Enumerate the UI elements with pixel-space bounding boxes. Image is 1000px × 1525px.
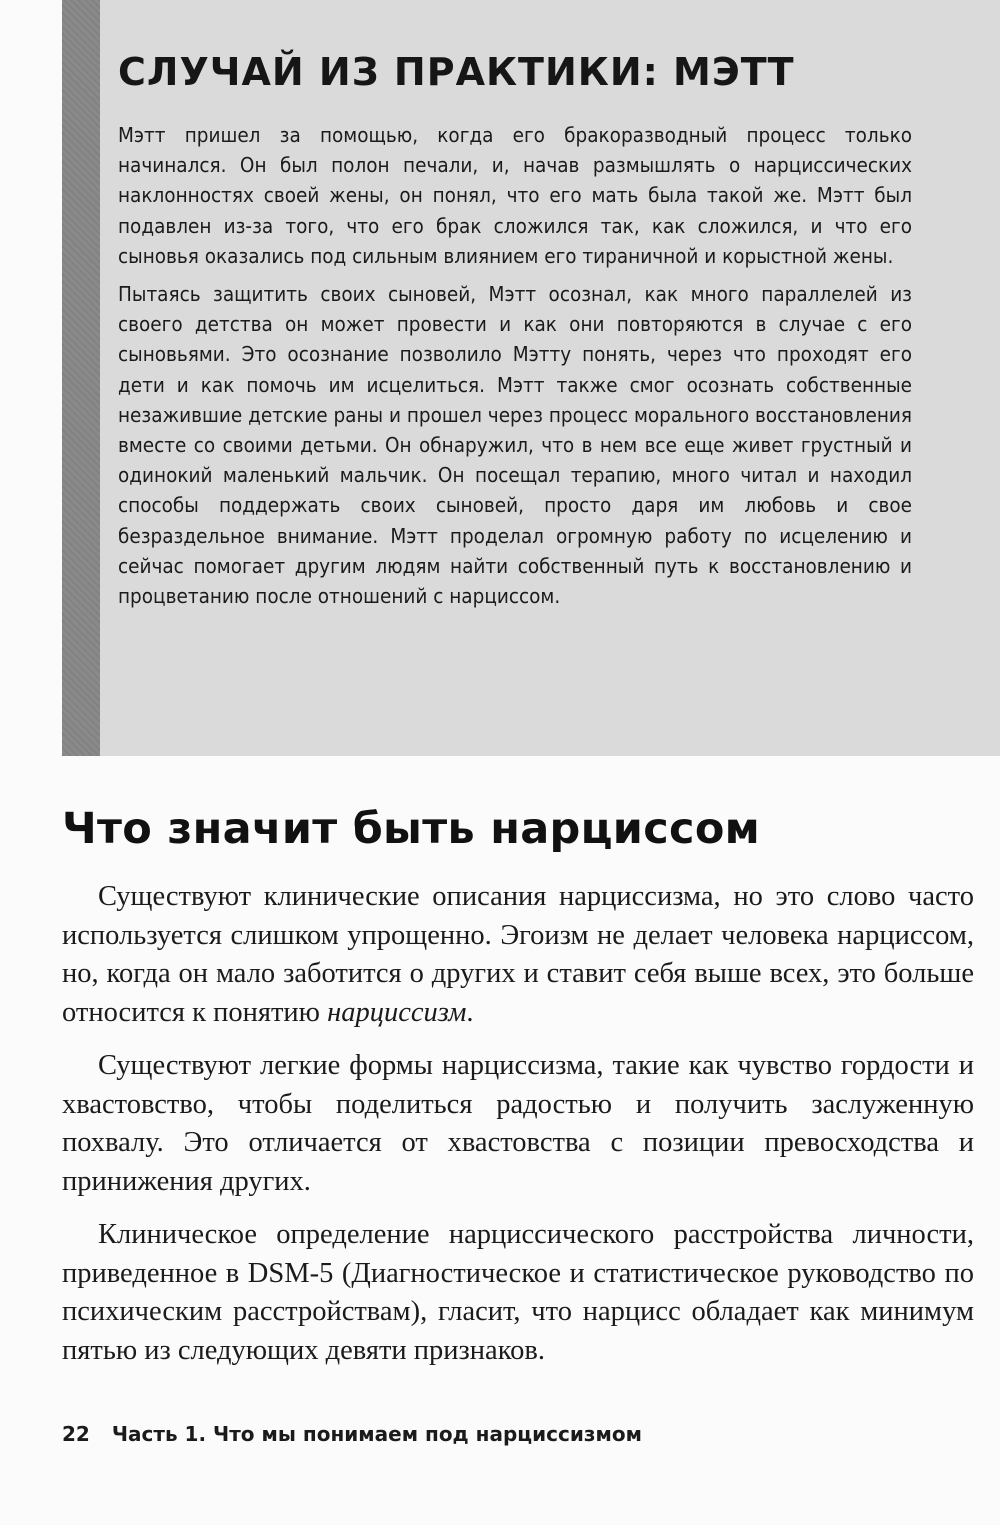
body-text: Существуют клинические описания нарциссизма, но это слово часто используется слишком упрощенно. Эгоизм не делает человека нарциссом, но, когда он мало заботится о других и ставит себя выше всех, это больше относится к понятию [62, 881, 974, 1028]
sidebar-paragraph: Мэтт пришел за помощью, когда его бракоразводный процесс только начинался. Он был полон печали, и, начав размышлять о нарциссических наклонностях своей жены, он понял, что его мать была такой же. Мэтт был подавлен из-за того, что его брак сложился так, как сложился, и что его сыновья оказались под сильным влиянием его тираничной и корыстной жены. [118, 123, 912, 268]
sidebar-body [118, 120, 912, 619]
body-paragraph [62, 878, 974, 1032]
sidebar-paragraph: Пытаясь защитить своих сыновей, Мэтт осознал, как много параллелей из своего детства он может провести и как они повторяются в случае с его сыновьями. Это осознание позволило Мэтту понять, через что проходят его дети и как помочь им исцелиться. Мэтт также смог осознать собственные незажившие детские раны и прошел через процесс морального восстановления вместе со своими детьми. Он обнаружил, что в нем все еще живет грустный и одинокий маленький мальчик. Он посещал терапию, много читал и находил способы поддержать своих сыновей, просто даря им любовь и свое безраздельное внимание. Мэтт проделал огромную работу по исцелению и сейчас помогает другим людям найти собственный путь к восстановлению и процветанию после отношений с нарциссом. [118, 282, 912, 609]
page-number: 22 [62, 1422, 90, 1446]
running-title: Часть 1. Что мы понимаем под нарциссизмом [111, 1422, 642, 1446]
body-text-end: . [466, 996, 474, 1028]
italic-term: нарциссизм [327, 996, 467, 1028]
body-paragraph: Существуют легкие формы нарциссизма, такие как чувство гордости и хвастовство, чтобы поделиться радостью и получить заслуженную похвалу. Это отличается от хвастовства с позиции превосходства и принижения других. [62, 1050, 974, 1197]
body-paragraph: Клиническое определение нарциссического расстройства личности, приведенное в DSM-5 (Диагностическое и статистическое руководство по психическим расстройствам), гласит, что нарцисс обладает как минимум пятью из следующих девяти признаков. [62, 1219, 974, 1366]
sidebar-title: СЛУЧАЙ ИЗ ПРАКТИКИ: МЭТТ [118, 50, 795, 94]
section-heading: Что значит быть нарциссом [62, 804, 761, 854]
page-footer [62, 1422, 642, 1446]
main-body [62, 878, 974, 1385]
sidebar-accent-stripe [62, 0, 100, 756]
